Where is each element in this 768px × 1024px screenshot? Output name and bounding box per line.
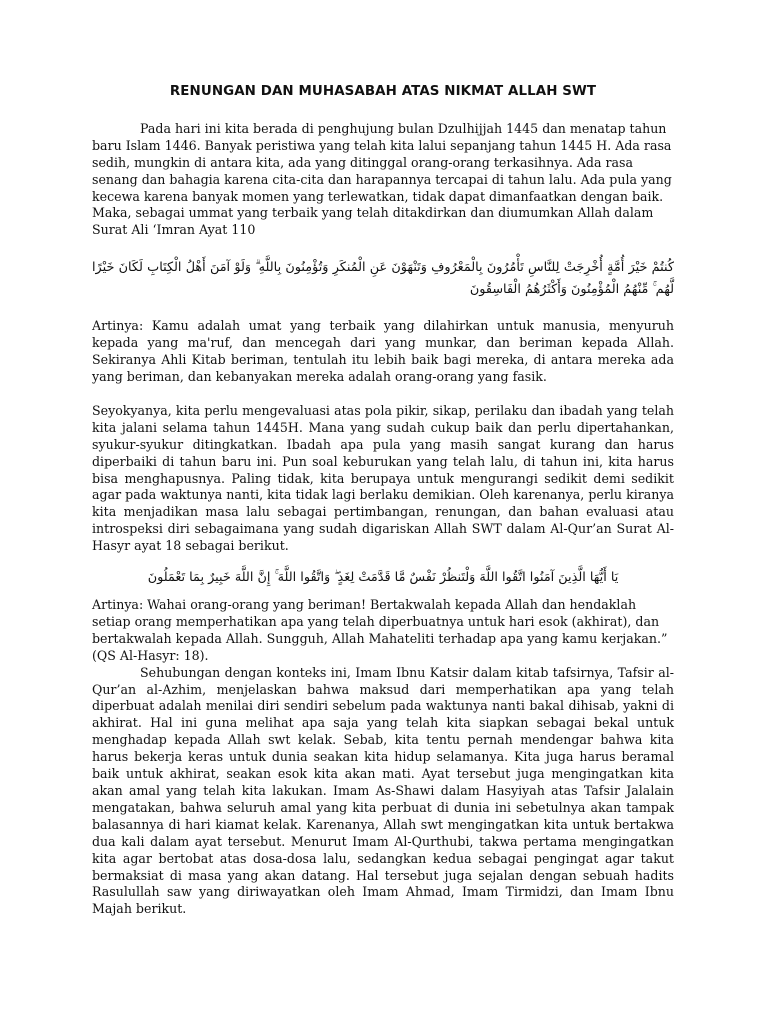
spacer bbox=[92, 301, 674, 318]
arabic-verse-al-hasyr-18: يَا أَيُّهَا الَّذِينَ آمَنُوا اتَّقُوا اللَّهَ وَلْتَنظُرْ نَفْسٌ مَّا قَدَّمَتْ لِغَدٍ ۖ وَاتَّقُوا اللَّهَ ۚ إِنَّ اللَّهَ خَبِيرٌ بِمَا تَعْمَلُونَ bbox=[147, 570, 619, 586]
translation-paragraph-1: Artinya: Kamu adalah umat yang terbaik yang dilahirkan untuk manusia, menyuruh kepada yang ma'ruf, dan mencegah dari yang munkar, dan beriman kepada Allah. Sekiranya Ahli Kitab beriman, tentulah itu lebih baik bagi mereka, di antara mereka ada yang beriman, dan kebanyakan mereka adalah orang-orang yang fasik. bbox=[92, 318, 674, 384]
document-title: RENUNGAN DAN MUHASABAH ATAS NIKMAT ALLAH SWT bbox=[169, 84, 597, 99]
intro-paragraph: Pada hari ini kita berada di penghujung bulan Dzulhijjah 1445 dan menatap tahun baru Islam 1446. Banyak peristiwa yang telah kita lalui sepanjang tahun 1445 H. Ada rasa sedih, mungkin di antara kita, ada yang ditinggal orang-orang terkasihnya. Ada rasa senang dan bahagia karena cita-cita dan harapannya tercapai di tahun lalu. Ada pula yang kecewa karena banyak momen yang terlewatkan, tidak dapat dimanfaatkan dengan baik. Maka, sebagai ummat yang terbaik yang telah ditakdirkan dan diumumkan Allah dalam Surat Ali ‘Imran Ayat 110 bbox=[92, 120, 672, 238]
arabic-verse-ali-imran-110: كُنتُمْ خَيْرَ أُمَّةٍ أُخْرِجَتْ لِلنَّاسِ تَأْمُرُونَ بِالْمَعْرُوفِ وَتَنْهَوْنَ عَنِ الْمُنكَرِ وَتُؤْمِنُونَ بِاللَّهِ ۗ وَلَوْ آمَنَ أَهْلُ الْكِتَابِ لَكَانَ خَيْرًا لَّهُم ۚ مِّنْهُمُ الْمُؤْمِنُونَ وَأَكْثَرُهُمُ الْفَاسِقُونَ bbox=[92, 260, 674, 298]
document-page bbox=[92, 84, 674, 918]
tafsir-paragraph: Sehubungan dengan konteks ini, Imam Ibnu Katsir dalam kitab tafsirnya, Tafsir al-Qur’an al-Azhim, menjelaskan bahwa maksud dari memperhatikan apa yang telah diperbuat adalah menilai diri sendiri sebelum pada waktunya nanti bakal dihisab, yakni di akhirat. Hal ini guna melihat apa saja yang telah kita siapkan sebagai bekal untuk menghadap kepada Allah swt kelak. Sebab, kita tentu pernah mendengar bahwa kita harus bekerja keras untuk dunia seakan kita hidup selamanya. Kita juga harus beramal baik untuk akhirat, seakan esok kita akan mati. Ayat tersebut juga mengingatkan kita akan amal yang telah kita lakukan. Imam As-Shawi dalam Hasyiyah atas Tafsir Jalalain mengatakan, bahwa seluruh amal yang kita perbuat di dunia ini sebetulnya akan tampak balasannya di hari kiamat kelak. Karenanya, Allah swt mengingatkan kita untuk bertakwa dua kali dalam ayat tersebut. Menurut Imam Al-Qurthubi, takwa pertama mengingatkan kita agar bertobat atas dosa-dosa lalu, sedangkan kedua sebagai pengingat agar takut bermaksiat di masa yang akan datang. Hal tersebut juga sejalan dengan sebuah hadits Rasulullah saw yang diriwayatkan oleh Imam Ahmad, Imam Tirmidzi, dan Imam Ibnu Majah berikut. bbox=[92, 664, 674, 917]
spacer bbox=[92, 239, 674, 257]
spacer bbox=[92, 555, 674, 567]
reflection-paragraph: Seyokyanya, kita perlu mengevaluasi atas pola pikir, sikap, perilaku dan ibadah yang telah kita jalani selama tahun 1445H. Mana yang sudah cukup baik dan perlu dipertahankan, syukur-syukur ditingkatkan. Ibadah apa pula yang masih sangat kurang dan harus diperbaiki di tahun baru ini. Pun soal keburukan yang telah lalu, di tahun ini, kita harus bisa menghapusnya. Paling tidak, kita berupaya untuk mengurangi sedikit demi sedikit agar pada waktunya nanti, kita tidak lagi berlaku demikian. Oleh karenanya, perlu kiranya kita menjadikan masa lalu sebagai pertimbangan, renungan, dan bahan evaluasi atau introspeksi diri sebagaimana yang sudah digariskan Allah SWT dalam Al-Qur’an Surat Al-Hasyr ayat 18 sebagai berikut. bbox=[92, 402, 674, 554]
spacer bbox=[92, 589, 674, 597]
translation-paragraph-2: Artinya: Wahai orang-orang yang beriman! Bertakwalah kepada Allah dan hendaklah setiap orang memperhatikan apa yang telah diperbuatnya untuk hari esok (akhirat), dan bertakwalah kepada Allah. Sungguh, Allah Mahateliti terhadap apa yang kamu kerjakan.” (QS Al-Hasyr: 18). bbox=[92, 597, 668, 663]
spacer bbox=[92, 386, 674, 403]
